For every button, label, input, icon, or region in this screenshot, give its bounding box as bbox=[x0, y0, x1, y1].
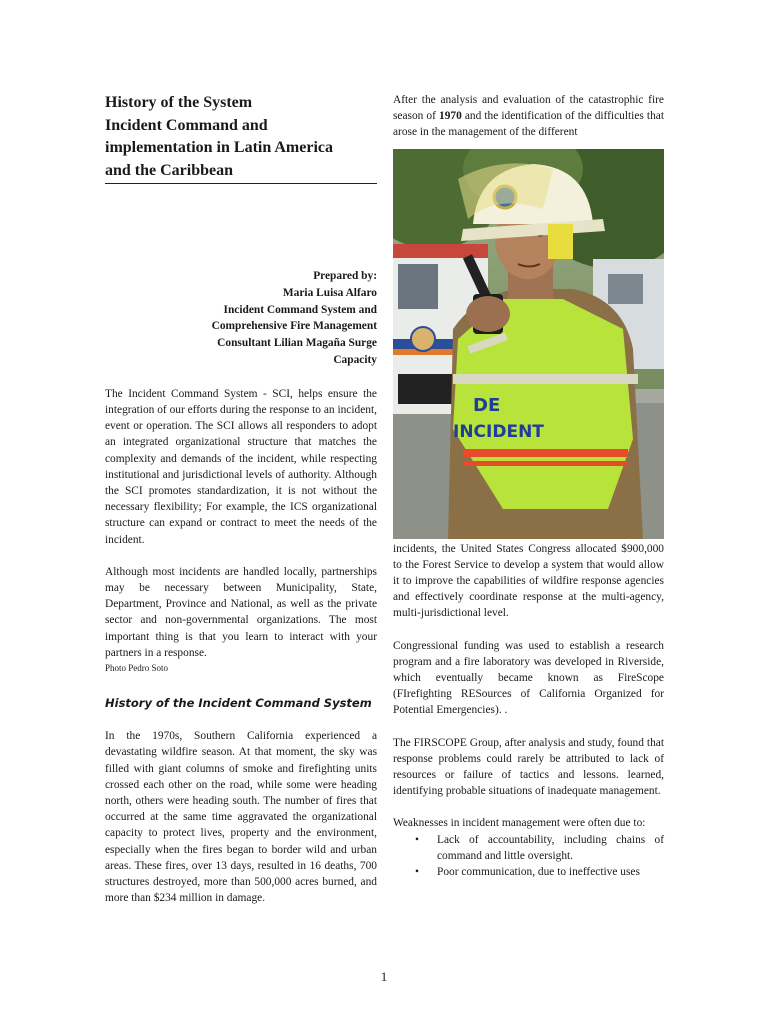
page-number: 1 bbox=[380, 969, 388, 984]
body-paragraph: The Incident Command System - SCI, helps ensure the integration of our efforts during the response to an incident, event or operation. The SCI allows all responders to adopt an integrated organizational structure that matches the complexity and demands of the incident, while respecting institutional and jurisdictional levels of authority. Although the SCI promotes standardization, it is not without the necessary flexibility; For example, the ICS organizational structure can expand or contract to meet the needs of the incident. bbox=[105, 387, 377, 546]
photo-credit: Photo Pedro Soto bbox=[105, 663, 169, 674]
intro-text: After the analysis and evaluation of the catastrophic fire season of bbox=[393, 94, 664, 123]
intro-paragraph bbox=[393, 92, 664, 141]
body-paragraph: Weaknesses in incident management were often due to: bbox=[393, 817, 646, 830]
page-title bbox=[105, 92, 377, 184]
section-heading: History of the Incident Command System bbox=[105, 696, 372, 711]
title-line: History of the System bbox=[105, 94, 253, 111]
title-line: Incident Command and bbox=[105, 116, 268, 134]
firefighter-photo bbox=[393, 149, 664, 539]
body-paragraph: Congressional funding was used to establish a research program and a fire laboratory was developed in Riverside, which eventually became known as FireScope (FIrefighting RESources of California Organized for Potential Emergencies). . bbox=[393, 639, 664, 717]
vest-text: INCIDENT bbox=[453, 421, 544, 442]
credits-line: Maria Luisa Alfaro bbox=[282, 286, 377, 299]
body-paragraph: The FIRSCOPE Group, after analysis and study, found that response problems could rarely be attributed to lack of resources or failure of tactics and lessons. learned, identifying probable situations of inadequate management. bbox=[393, 736, 664, 798]
title-line: and the Caribbean bbox=[105, 161, 234, 179]
bullet-list bbox=[393, 832, 664, 881]
left-column bbox=[105, 92, 377, 906]
credits-line: Capacity bbox=[333, 353, 377, 366]
vest-text: DE bbox=[473, 394, 501, 416]
intro-text: and the identification of the difficulties that arose in the management of the different bbox=[393, 110, 664, 139]
right-column bbox=[393, 92, 664, 880]
list-item: • Lack of accountability, including chains of command and little oversight. bbox=[393, 832, 664, 864]
body-paragraph: Although most incidents are handled locally, partnerships may be necessary between Municipality, State, Department, Province and National, as well as the private sector and non-governmental organizations. The most important thing is that you learn to interact with your partners in a response. bbox=[105, 565, 377, 659]
author-credits bbox=[105, 268, 377, 369]
body-paragraph: In the 1970s, Southern California experienced a devastating wildfire season. At that moment, the sky was filled with giant columns of smoke and firefighting units crossed each other on the road, while some were heading north, others were heading south. The number of fires that occurred at the same time aggravated the organizational capacity to protect lives, property and the environment, especially when the fires began to border wild and urban areas. These fires, over 13 days, resulted in 16 deaths, 700 structures destroyed, more than 500,000 acres burned, and more than $234 million in damage. bbox=[105, 730, 377, 905]
credits-line: Prepared by: bbox=[313, 270, 377, 282]
list-item: • Poor communication, due to ineffective uses bbox=[393, 864, 664, 880]
credits-line: Consultant Lilian Magaña Surge bbox=[217, 337, 377, 350]
intro-year: 1970 bbox=[439, 110, 462, 123]
credits-line: Incident Command System and bbox=[223, 303, 377, 316]
title-line: implementation in Latin America bbox=[105, 139, 333, 156]
body-paragraph: incidents, the United States Congress allocated $900,000 to the Forest Service to develop a system that would allow it to improve the capabilities of wildfire response agencies and effectively coordinate response at the multi-agency, multi-jurisdictional level. bbox=[393, 542, 664, 620]
credits-line: Comprehensive Fire Management bbox=[211, 320, 377, 333]
